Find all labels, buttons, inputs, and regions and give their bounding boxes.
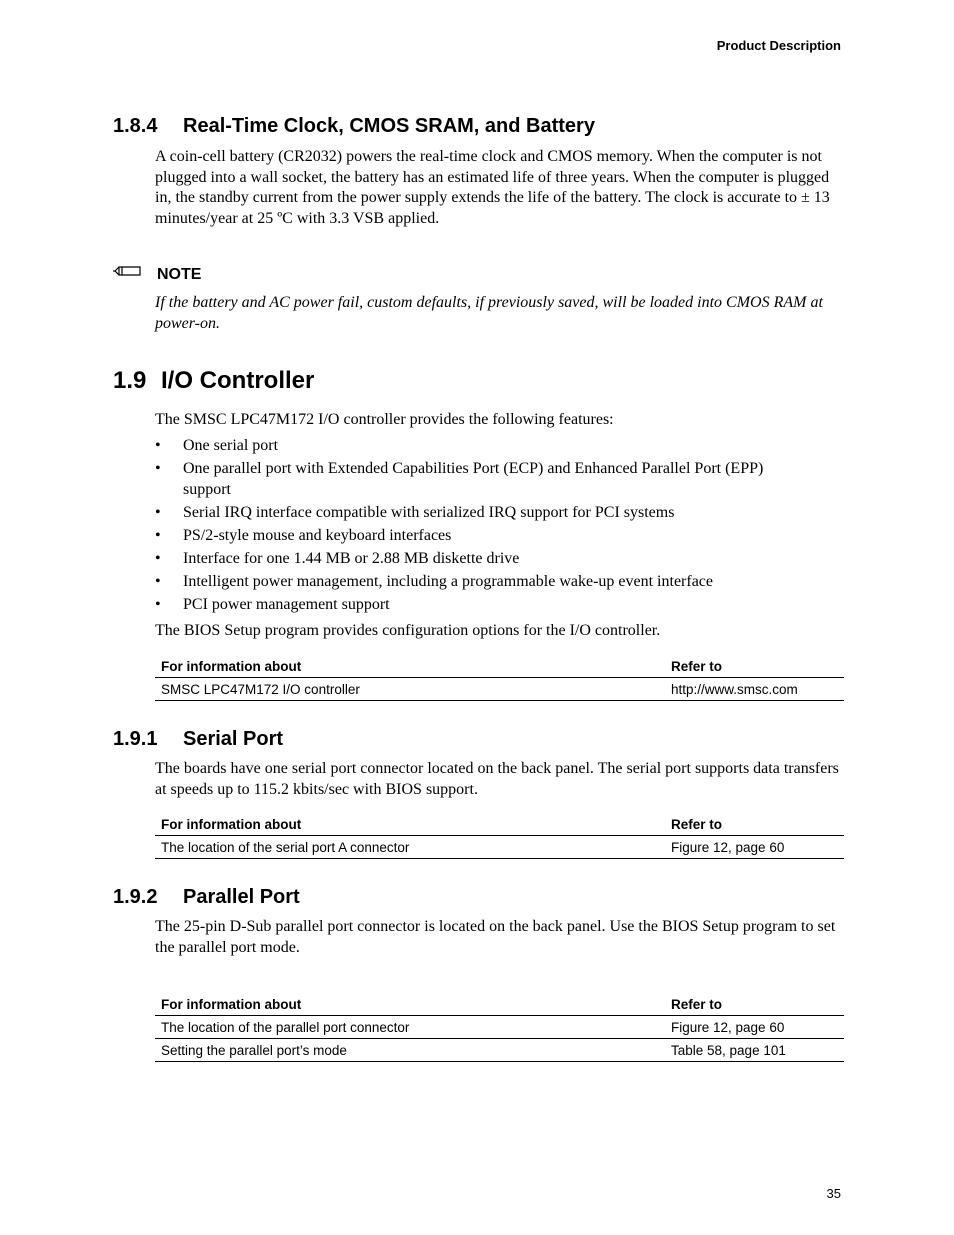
- list-item: • One parallel port with Extended Capabilities Port (ECP) and Enhanced Parallel Port (EPP) support: [155, 459, 795, 500]
- table-header-row: [155, 655, 844, 678]
- section-title: Serial Port: [183, 728, 284, 750]
- section-number: 1.9: [113, 367, 147, 394]
- table-cell: Figure 12, page 60: [665, 1016, 844, 1039]
- table-row: [155, 678, 844, 701]
- table-header-row: [155, 813, 844, 836]
- list-item: • PS/2-style mouse and keyboard interfaces: [155, 526, 795, 547]
- section-closing: The BIOS Setup program provides configuration options for the I/O controller.: [155, 622, 661, 639]
- section-heading-1-9-1: [113, 728, 283, 751]
- section-title: Parallel Port: [183, 886, 300, 908]
- column-header: Refer to: [671, 996, 723, 1012]
- pencil-icon: [112, 262, 144, 283]
- note-body: If the battery and AC power fail, custom defaults, if previously saved, will be loaded into CMOS RAM at power-on.: [155, 294, 823, 332]
- section-body: The 25-pin D-Sub parallel port connector is located on the back panel. Use the BIOS Setup program to set the parallel port mode.: [155, 918, 836, 956]
- table-header-row: [155, 993, 844, 1016]
- reference-table: [155, 655, 844, 701]
- table-cell: SMSC LPC47M172 I/O controller: [155, 678, 665, 701]
- section-title: Real-Time Clock, CMOS SRAM, and Battery: [183, 115, 595, 137]
- section-intro: The SMSC LPC47M172 I/O controller provides the following features:: [155, 411, 614, 428]
- column-header: For information about: [161, 816, 302, 832]
- table-row: [155, 1016, 844, 1039]
- section-number: 1.8.4: [113, 115, 158, 137]
- table-cell: The location of the parallel port connector: [155, 1016, 665, 1039]
- section-body: A coin-cell battery (CR2032) powers the real-time clock and CMOS memory. When the computer is not plugged into a wall socket, the battery has an estimated life of three years. When the computer is plugged in, the standby current from the power supply extends the life of the battery. The clock is accurate to ± 13 minutes/year at 25 ºC with 3.3 VSB applied.: [155, 148, 830, 227]
- table-row: [155, 836, 844, 859]
- section-body: The boards have one serial port connector located on the back panel. The serial port supports data transfers at speeds up to 115.2 kbits/sec with BIOS support.: [155, 760, 839, 798]
- column-header: Refer to: [671, 658, 723, 674]
- table-cell-link[interactable]: http://www.smsc.com: [665, 678, 844, 701]
- section-number: 1.9.2: [113, 886, 158, 908]
- note-title: NOTE: [157, 266, 202, 283]
- table-cell: Figure 12, page 60: [665, 836, 844, 859]
- column-header: For information about: [161, 658, 302, 674]
- table-cell: The location of the serial port A connector: [155, 836, 665, 859]
- column-header: For information about: [161, 996, 302, 1012]
- feature-list: [155, 436, 795, 617]
- reference-table: [155, 993, 844, 1062]
- reference-table: [155, 813, 844, 859]
- list-item: • Serial IRQ interface compatible with serialized IRQ support for PCI systems: [155, 503, 795, 524]
- list-item: • One serial port: [155, 436, 795, 457]
- table-row: [155, 1039, 844, 1062]
- section-heading-1-8-4: [113, 115, 595, 138]
- running-header: Product Description: [716, 38, 841, 53]
- list-item: • Interface for one 1.44 MB or 2.88 MB diskette drive: [155, 549, 795, 570]
- table-cell: Setting the parallel port’s mode: [155, 1039, 665, 1062]
- list-item: • Intelligent power management, including a programmable wake-up event interface: [155, 572, 795, 593]
- section-heading-1-9-2: [113, 886, 300, 909]
- column-header: Refer to: [671, 816, 723, 832]
- page-number: 35: [826, 1186, 841, 1201]
- section-heading-1-9: [113, 367, 314, 395]
- section-title: I/O Controller: [161, 367, 315, 394]
- section-number: 1.9.1: [113, 728, 158, 750]
- table-cell: Table 58, page 101: [665, 1039, 844, 1062]
- list-item: • PCI power management support: [155, 595, 795, 616]
